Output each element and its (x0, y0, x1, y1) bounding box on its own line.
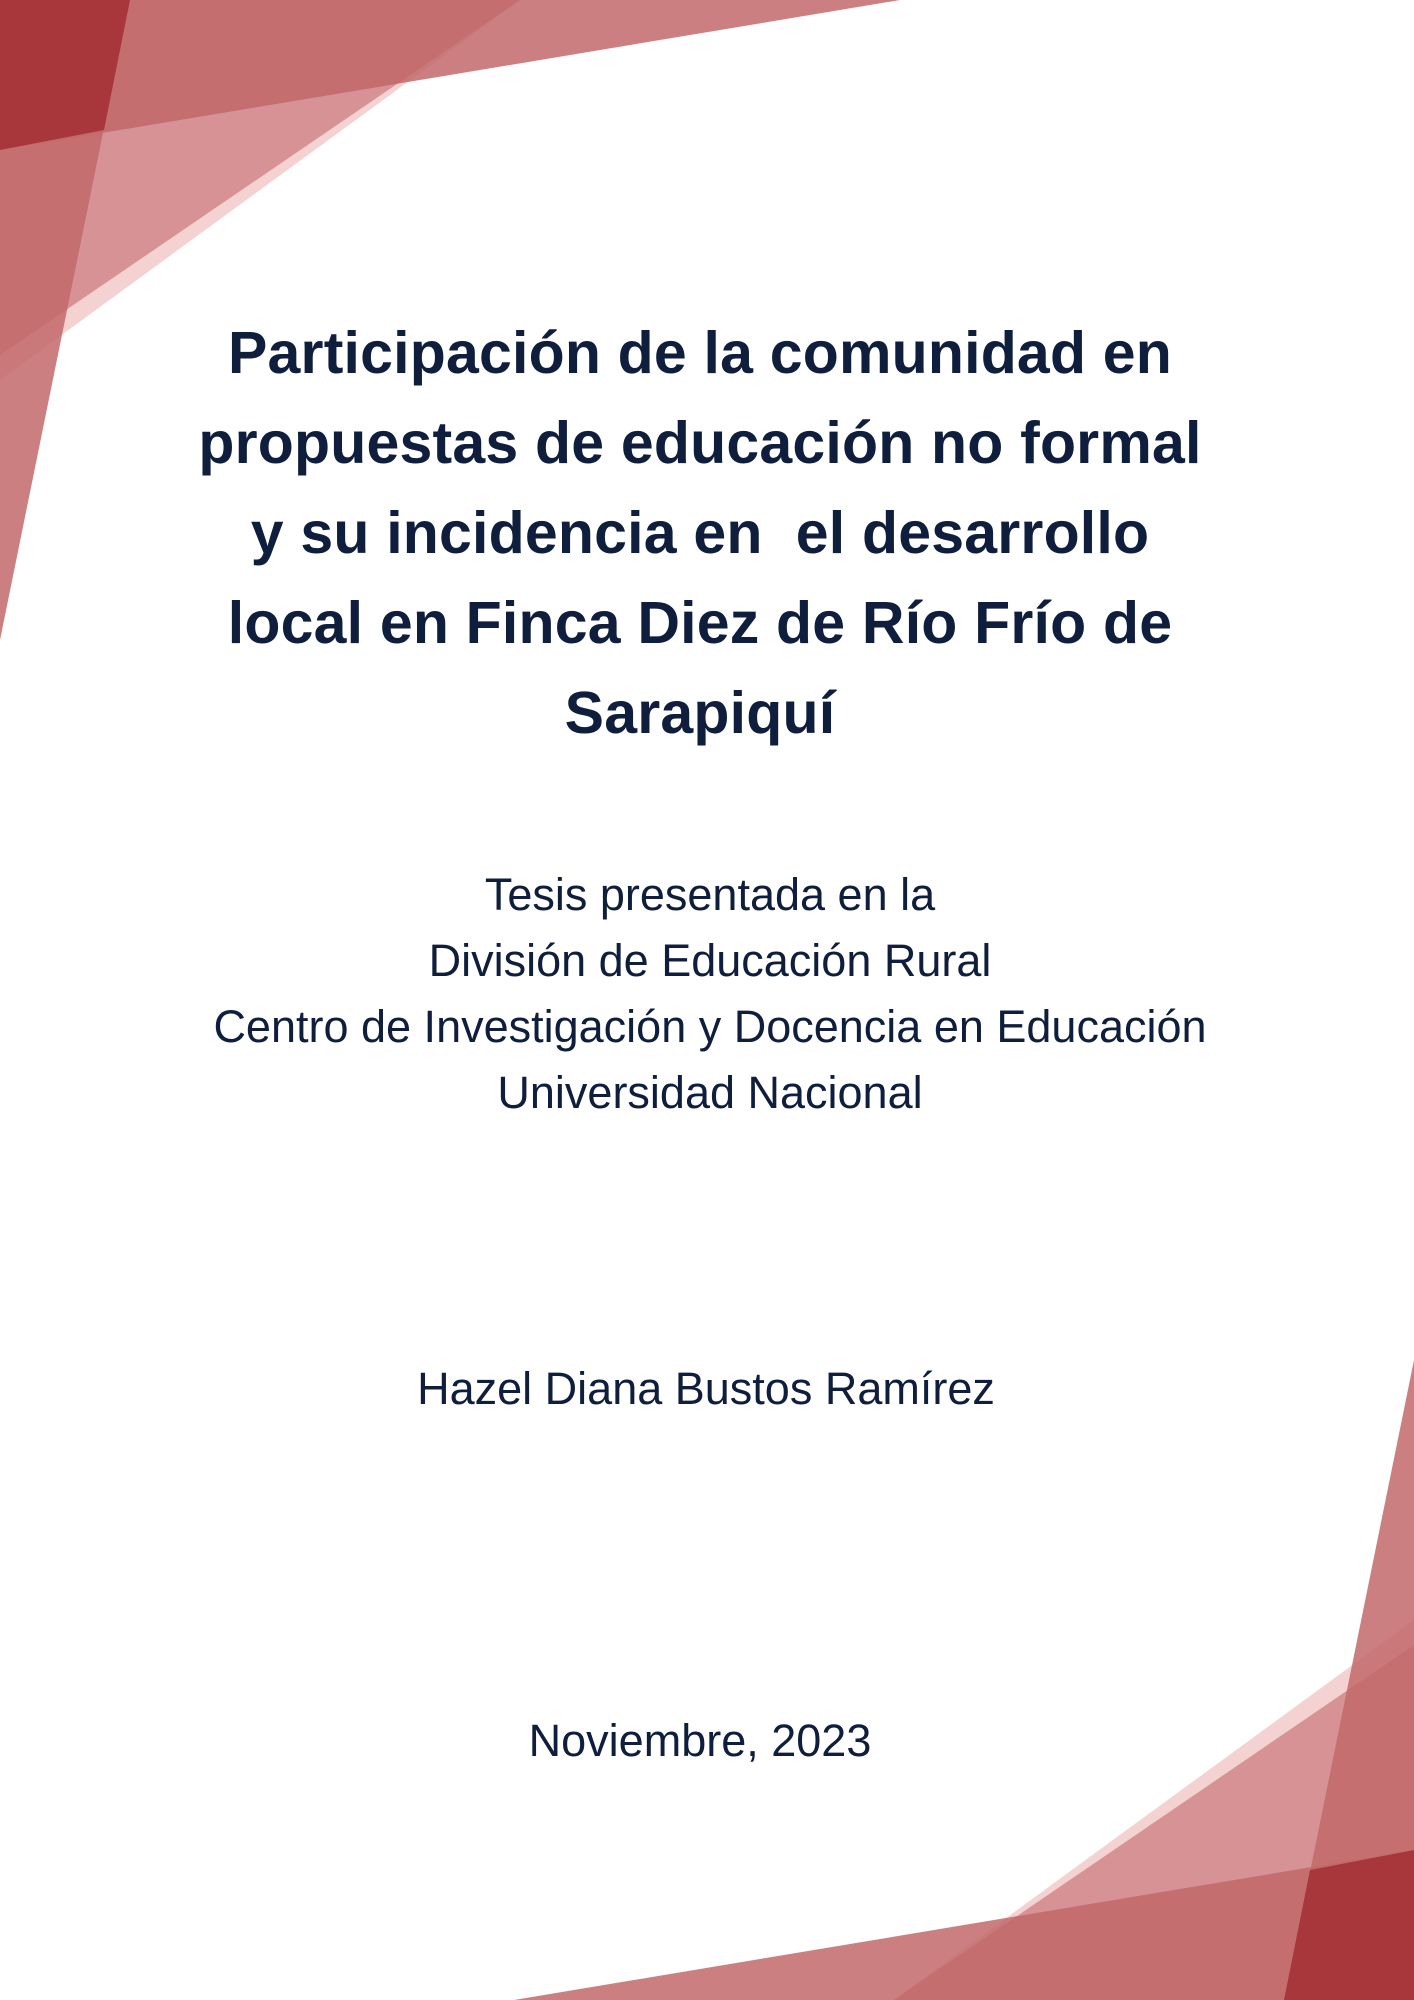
thesis-title (130, 308, 1270, 758)
thesis-title-line: Sarapiquí (564, 680, 836, 746)
author-name: Hazel Diana Bustos Ramírez (417, 1363, 995, 1414)
thesis-title-line: propuestas de educación no formal (198, 410, 1202, 476)
thesis-title-line: y su incidencia en el desarrollo (250, 500, 1150, 566)
thesis-title-line: Participación de la comunidad en (227, 320, 1173, 386)
institution-block (100, 862, 1320, 1126)
institution-line: Centro de Investigación y Docencia en Educación (213, 1001, 1207, 1052)
institution-line: Tesis presentada en la (484, 869, 936, 920)
institution-line: División de Educación Rural (428, 935, 992, 986)
publication-date: Noviembre, 2023 (528, 1715, 872, 1766)
thesis-title-line: local en Finca Diez de Río Frío de (227, 590, 1173, 656)
institution-line: Universidad Nacional (497, 1067, 923, 1118)
